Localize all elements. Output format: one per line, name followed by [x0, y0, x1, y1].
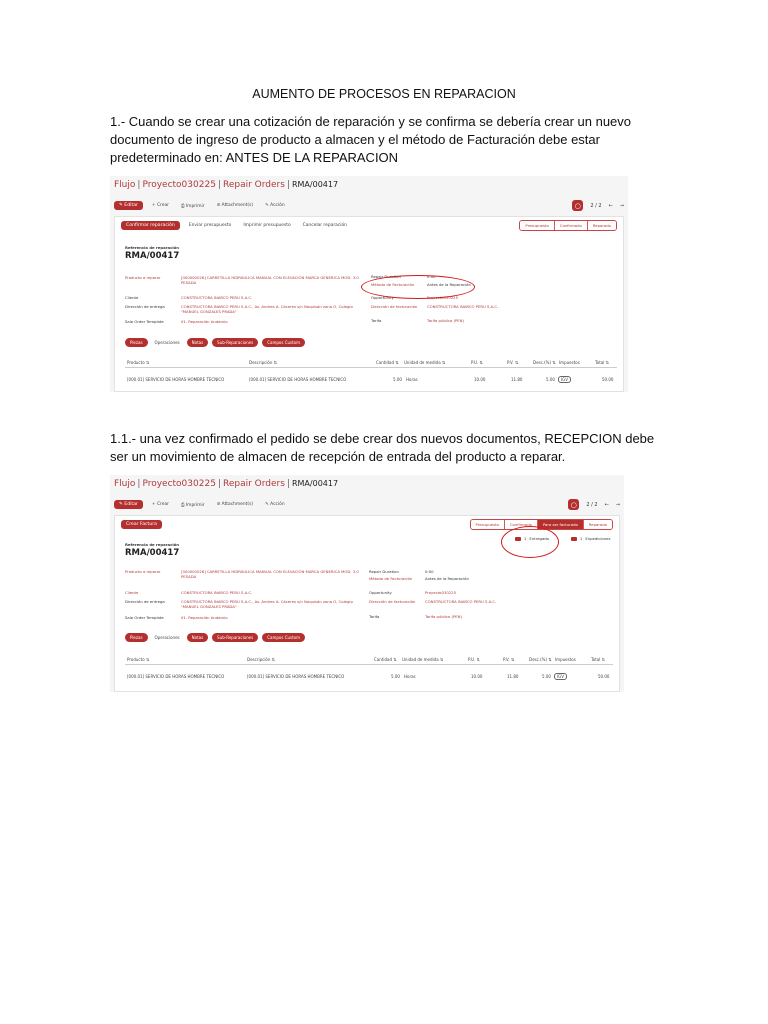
- cancel-repair-button[interactable]: Cancelar reparación: [302, 223, 347, 228]
- tax-badge: IGV: [558, 376, 571, 383]
- tab-operations[interactable]: Operaciones: [154, 340, 180, 345]
- table-row[interactable]: [125, 672, 613, 681]
- status-step[interactable]: Para ser facturado: [537, 520, 583, 529]
- breadcrumb-project[interactable]: Proyecto030225: [142, 479, 216, 489]
- field-label: Cliente: [125, 590, 139, 595]
- tab-notes[interactable]: Notas: [187, 338, 209, 347]
- tab-operations[interactable]: Operaciones: [154, 635, 180, 640]
- breadcrumb-current: RMA/00417: [291, 479, 339, 488]
- breadcrumb-flujo[interactable]: Flujo: [114, 180, 136, 190]
- cell-discount[interactable]: 5.00: [542, 674, 551, 679]
- field-value[interactable]: CONSTRUCTORA INARCO PERU S.A.C.: [181, 295, 253, 300]
- field-label: Dirección de entrega: [125, 304, 165, 309]
- cell-unit-price[interactable]: 10.00: [471, 674, 483, 679]
- tab-parts[interactable]: Piezas: [125, 338, 148, 347]
- paragraph-2: 1.1.- una vez confirmado el pedido se debe crear dos nuevos documentos, RECEPCION debe ser un movimiento de almacen de recepción de entrada del producto a reparar.: [110, 431, 655, 464]
- column-header[interactable]: P.V. ⇅: [503, 657, 515, 662]
- form-actions: [121, 221, 350, 230]
- attachments-button[interactable]: ⊘ Attachment(s): [216, 203, 254, 208]
- column-header[interactable]: Desc.(%) ⇅: [529, 657, 552, 662]
- smart-button-shipments[interactable]: [571, 536, 610, 541]
- field-value[interactable]: CONSTRUCTORA INARCO PERU S.A.C., Av. Andres A. Cáceres s/n Noquisán zona O, Colegio "MANUEL GONZALES PRADA": [181, 304, 353, 314]
- field-value[interactable]: Tarifa pública (PEN): [425, 614, 462, 619]
- cell-product[interactable]: [000.01] SERVICIO DE HORAS HOMBRE TECNICO: [127, 377, 225, 382]
- paragraph-1: 1.- Cuando se crear una cotización de reparación y se confirma se debería crear un nuevo documento de ingreso de producto a almacen y el método de Facturación debe estar predeterminado en: ANTES DE LA REPARACION: [110, 114, 632, 165]
- reference-value: RMA/00417: [125, 251, 180, 261]
- field-value[interactable]: 0:00: [425, 569, 434, 574]
- reference-value: RMA/00417: [125, 548, 180, 558]
- status-step[interactable]: Presupuesto: [471, 520, 504, 529]
- highlight-circle: [501, 526, 559, 558]
- field-value[interactable]: Antes de la Reparación: [425, 576, 469, 581]
- column-header[interactable]: P.U. ⇅: [468, 657, 480, 662]
- action-button[interactable]: ✎ Acción: [265, 502, 285, 507]
- column-header[interactable]: Producto ⇅: [127, 657, 150, 662]
- reference-label: Referencia de reparación: [125, 542, 179, 547]
- highlight-circle: [361, 275, 475, 299]
- attachments-button[interactable]: ⊘ Attachment(s): [216, 502, 254, 507]
- tab-sub-repairs[interactable]: Sub-Reparaciones: [212, 633, 258, 642]
- table-row[interactable]: [125, 375, 617, 384]
- field-value[interactable]: CONSTRUCTORA INARCO PERU S.A.C.: [425, 599, 497, 604]
- cell-unit-price[interactable]: 10.00: [474, 377, 486, 382]
- field-label: Opportunity: [371, 295, 394, 300]
- form-actions: [121, 520, 162, 529]
- field-label: Opportunity: [369, 590, 392, 595]
- field-value[interactable]: CONSTRUCTORA INARCO PERU S.A.C.: [427, 304, 499, 309]
- column-header: Impuestos: [559, 360, 580, 365]
- table-header: [125, 655, 613, 665]
- record-icon[interactable]: ○: [572, 200, 583, 211]
- cell-description[interactable]: [000.01] SERVICIO DE HORAS HOMBRE TECNICO: [247, 674, 345, 679]
- field-value[interactable]: Antes de la Reparación: [427, 282, 471, 287]
- repair-order-form: [114, 515, 620, 692]
- column-header[interactable]: Descripción ⇅: [249, 360, 278, 365]
- pager: [568, 499, 620, 510]
- cell-product[interactable]: [000.01] SERVICIO DE HORAS HOMBRE TECNICO: [127, 674, 225, 679]
- repair-order-form: [114, 216, 624, 392]
- print-quote-button[interactable]: Imprimir presupuesto: [243, 223, 291, 228]
- field-value[interactable]: 01. Reparación Andamio: [181, 319, 228, 324]
- field-value[interactable]: [000000026] CARRETILLA HIDRÁULICA MANUAL CON ELEVACIÓN MARCA GENERICA MOD. 3.0 PESADA: [181, 569, 359, 579]
- field-value[interactable]: CONSTRUCTORA INARCO PERU S.A.C., Av. Andres A. Cáceres s/n Noquisán zona O, Colegio "MANUEL GONZALES PRADA": [181, 599, 353, 609]
- breadcrumb-repair-orders[interactable]: Repair Orders: [222, 180, 285, 190]
- column-header[interactable]: Producto ⇅: [127, 360, 150, 365]
- column-header[interactable]: Cantidad ⇅: [376, 360, 399, 365]
- pager: [572, 200, 624, 211]
- breadcrumb-flujo[interactable]: Flujo: [114, 479, 136, 489]
- cell-total: 50.00: [598, 674, 610, 679]
- notebook-tabs: [125, 633, 305, 642]
- column-header[interactable]: P.U. ⇅: [471, 360, 483, 365]
- field-label: Producto a reparar: [125, 275, 161, 280]
- smart-button-count: 1: [524, 536, 527, 541]
- action-button[interactable]: ✎ Acción: [265, 203, 285, 208]
- status-bar: [519, 220, 617, 231]
- field-label: Sale Order Template: [125, 615, 164, 620]
- print-button[interactable]: ⎙ Imprimir: [180, 502, 205, 508]
- column-header[interactable]: Descripción ⇅: [247, 657, 276, 662]
- prev-arrow-icon[interactable]: ←: [608, 202, 613, 209]
- toolbar: [114, 499, 288, 510]
- send-quote-button[interactable]: Enviar presupuesto: [188, 223, 232, 228]
- cell-description[interactable]: [000.01] SERVICIO DE HORAS HOMBRE TECNICO: [249, 377, 347, 382]
- column-header[interactable]: P.V. ⇅: [507, 360, 519, 365]
- field-label: Dirección de facturación: [371, 304, 418, 309]
- print-button[interactable]: ⎙ Imprimir: [180, 203, 205, 209]
- truck-icon: [571, 537, 577, 541]
- next-arrow-icon[interactable]: →: [615, 501, 620, 508]
- cell-uom[interactable]: Horas: [404, 674, 416, 679]
- field-label: Tarifa: [371, 318, 382, 323]
- breadcrumb-project[interactable]: Proyecto030225: [142, 180, 216, 190]
- field-label: Método de Facturación: [371, 282, 415, 287]
- field-value[interactable]: 01. Reparación Andamio: [181, 615, 228, 620]
- status-step[interactable]: Presupuesto: [520, 221, 553, 230]
- tax-badge: IGV: [554, 673, 567, 680]
- record-icon[interactable]: ○: [568, 499, 579, 510]
- cell-total: 50.00: [602, 377, 614, 382]
- column-header[interactable]: Total ⇅: [591, 657, 605, 662]
- cell-discount[interactable]: 5.00: [546, 377, 555, 382]
- edit-button[interactable]: ✎ Editar: [114, 500, 143, 509]
- field-label: Repair Duration: [371, 274, 401, 279]
- tab-notes[interactable]: Notas: [187, 633, 209, 642]
- status-step[interactable]: Reparado: [587, 221, 616, 230]
- field-label: Cliente: [125, 295, 139, 300]
- field-value[interactable]: CONSTRUCTORA INARCO PERU S.A.C.: [181, 590, 253, 595]
- status-step[interactable]: Confirmado: [504, 520, 537, 529]
- column-header[interactable]: Desc.(%) ⇅: [533, 360, 556, 365]
- prev-arrow-icon[interactable]: ←: [604, 501, 609, 508]
- field-label: Dirección de entrega: [125, 599, 165, 604]
- cell-uom[interactable]: Horas: [406, 377, 418, 382]
- breadcrumb: Flujo | Proyecto030225 | Repair Orders | RMA/00417: [114, 479, 339, 489]
- field-label: Método de Facturación: [369, 576, 413, 581]
- tab-parts[interactable]: Piezas: [125, 633, 148, 642]
- repair-order-screenshot-2: [110, 475, 624, 692]
- status-step[interactable]: Confirmado: [554, 221, 587, 230]
- edit-button[interactable]: ✎ Editar: [114, 201, 143, 210]
- pager-count: 2 / 2: [586, 501, 598, 508]
- tab-custom-fields[interactable]: Campos Custom: [262, 633, 305, 642]
- field-label: Producto a reparar: [125, 569, 161, 574]
- field-label: Tarifa: [369, 614, 380, 619]
- status-step[interactable]: Reparado: [583, 520, 612, 529]
- field-label: Dirección de facturación: [369, 599, 416, 604]
- table-header: [125, 358, 617, 368]
- reference-label: Referencia de reparación: [125, 245, 179, 250]
- cell-quantity[interactable]: 5.00: [393, 377, 402, 382]
- confirm-repair-button[interactable]: Confirmar reparación: [121, 221, 180, 230]
- pager-count: 2 / 2: [590, 202, 602, 209]
- toolbar: [114, 200, 288, 211]
- cell-sale-price[interactable]: 11.80: [507, 674, 519, 679]
- field-value[interactable]: Proyecto030225: [425, 590, 456, 595]
- column-header[interactable]: Total ⇅: [595, 360, 609, 365]
- column-header[interactable]: Unidad de medida ⇅: [404, 360, 446, 365]
- field-label: Repair Duration: [369, 569, 399, 574]
- repair-order-screenshot-1: [110, 176, 628, 392]
- column-header: Impuestos: [555, 657, 576, 662]
- column-header[interactable]: Cantidad ⇅: [374, 657, 397, 662]
- cell-sale-price[interactable]: 11.80: [511, 377, 523, 382]
- next-arrow-icon[interactable]: →: [619, 202, 624, 209]
- notebook-tabs: [125, 338, 305, 347]
- column-header[interactable]: Unidad de medida ⇅: [402, 657, 444, 662]
- breadcrumb-current: RMA/00417: [291, 180, 339, 189]
- field-value[interactable]: [000000026] CARRETILLA HIDRÁULICA MANUAL CON ELEVACIÓN MARCA GENERICA MOD. 3.0 PESADA: [181, 275, 359, 285]
- field-value[interactable]: 0:00: [427, 274, 436, 279]
- breadcrumb-repair-orders[interactable]: Repair Orders: [222, 479, 285, 489]
- field-value[interactable]: Proyecto030225: [427, 295, 458, 300]
- create-button[interactable]: + Crear: [151, 502, 169, 507]
- smart-button-label: Expediciones: [585, 536, 611, 541]
- create-invoice-button[interactable]: Crear Factura: [121, 520, 162, 529]
- tab-sub-repairs[interactable]: Sub-Reparaciones: [212, 338, 258, 347]
- smart-button-count: 1: [580, 536, 583, 541]
- document-title: AUMENTO DE PROCESOS EN REPARACION: [252, 87, 516, 101]
- smart-button-label: Entregado: [529, 536, 549, 541]
- create-button[interactable]: + Crear: [151, 203, 169, 208]
- breadcrumb: Flujo | Proyecto030225 | Repair Orders | RMA/00417: [114, 180, 339, 190]
- field-value[interactable]: Tarifa pública (PEN): [427, 318, 464, 323]
- cell-quantity[interactable]: 5.00: [391, 674, 400, 679]
- field-label: Sale Order Template: [125, 319, 164, 324]
- tab-custom-fields[interactable]: Campos Custom: [262, 338, 305, 347]
